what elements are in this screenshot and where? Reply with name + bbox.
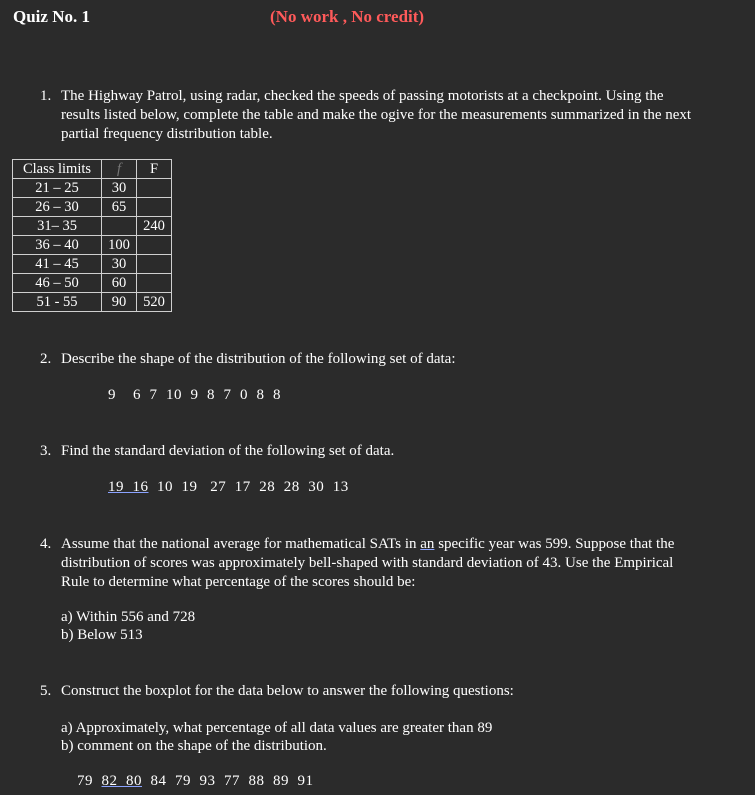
- question-5-data-start: 79: [77, 773, 102, 789]
- question-5: [40, 682, 705, 701]
- question-3-text: Find the standard deviation of the following set of data.: [61, 443, 395, 459]
- class-limit-cell: 51 - 55: [13, 293, 102, 312]
- question-5-part-a: a) Approximately, what percentage of all data values are greater than 89: [61, 720, 493, 736]
- question-4-text-before: Assume that the national average for mathematical SATs in: [61, 536, 421, 552]
- class-limit-cell: 36 – 40: [13, 236, 102, 255]
- table-header-row: [13, 160, 172, 179]
- question-1-text: The Highway Patrol, using radar, checked the speeds of passing motorists at a checkpoint. Using the results listed below, complete the table and make the ogive for the measurements summarized in the next partial frequency distribution table.: [61, 88, 692, 142]
- question-3-data-rest: 10 19 27 17 28 28 30 13: [148, 479, 349, 495]
- class-limit-cell: 21 – 25: [13, 179, 102, 198]
- class-limit-cell: 31– 35: [13, 217, 102, 236]
- header-class-limits: Class limits: [13, 160, 102, 179]
- question-4-part-b: b) Below 513: [61, 627, 143, 643]
- table-row: [13, 274, 172, 293]
- question-3-data: [108, 479, 349, 496]
- question-2: [40, 350, 705, 369]
- table-row: [13, 236, 172, 255]
- question-1: [40, 87, 705, 144]
- question-3-data-underlined: 19 16: [108, 479, 149, 495]
- question-2-number: 2.: [40, 351, 52, 367]
- frequency-cell: 60: [102, 274, 137, 293]
- table-row: [13, 255, 172, 274]
- question-3: [40, 442, 705, 461]
- cumulative-cell: 520: [137, 293, 172, 312]
- question-2-data: 9 6 7 10 9 8 7 0 8 8: [108, 387, 281, 403]
- table-row: [13, 293, 172, 312]
- class-limit-cell: 26 – 30: [13, 198, 102, 217]
- frequency-cell: 65: [102, 198, 137, 217]
- question-4-text-after: specific year was 599. Suppose that the distribution of scores was approximately bell-shaped with standard deviation of 43. Use the Empirical Rule to determine what percentage of the scores should be:: [61, 536, 675, 590]
- table-row: [13, 217, 172, 236]
- frequency-cell: 100: [102, 236, 137, 255]
- question-5-part-b: b) comment on the shape of the distribution.: [61, 738, 327, 754]
- frequency-cell: 90: [102, 293, 137, 312]
- question-4-number: 4.: [40, 536, 52, 552]
- class-limit-cell: 46 – 50: [13, 274, 102, 293]
- question-4-text: [61, 535, 705, 592]
- question-4-text-underlined: an: [420, 536, 435, 552]
- header-cumulative-frequency: F: [137, 160, 172, 179]
- table-row: [13, 198, 172, 217]
- cumulative-cell: [137, 274, 172, 293]
- question-5-data-underlined: 82 80: [101, 773, 142, 789]
- frequency-cell: 30: [102, 179, 137, 198]
- no-work-warning: (No work , No credit): [270, 7, 425, 26]
- table-row: [13, 179, 172, 198]
- question-5-text: Construct the boxplot for the data below to answer the following questions:: [61, 683, 514, 699]
- cumulative-cell: [137, 236, 172, 255]
- frequency-table: [12, 159, 172, 312]
- quiz-title: Quiz No. 1: [13, 7, 90, 26]
- header-frequency: f: [102, 160, 137, 179]
- question-1-number: 1.: [40, 88, 52, 104]
- cumulative-cell: [137, 255, 172, 274]
- cumulative-cell: 240: [137, 217, 172, 236]
- cumulative-cell: [137, 179, 172, 198]
- frequency-cell: [102, 217, 137, 236]
- question-5-data: [77, 773, 314, 790]
- question-2-text: Describe the shape of the distribution of the following set of data:: [61, 351, 456, 367]
- frequency-cell: 30: [102, 255, 137, 274]
- question-3-number: 3.: [40, 443, 52, 459]
- question-4-part-a: a) Within 556 and 728: [61, 609, 196, 625]
- question-5-data-rest: 84 79 93 77 88 89 91: [142, 773, 314, 789]
- cumulative-cell: [137, 198, 172, 217]
- class-limit-cell: 41 – 45: [13, 255, 102, 274]
- question-5-number: 5.: [40, 683, 52, 699]
- question-4: [40, 535, 705, 592]
